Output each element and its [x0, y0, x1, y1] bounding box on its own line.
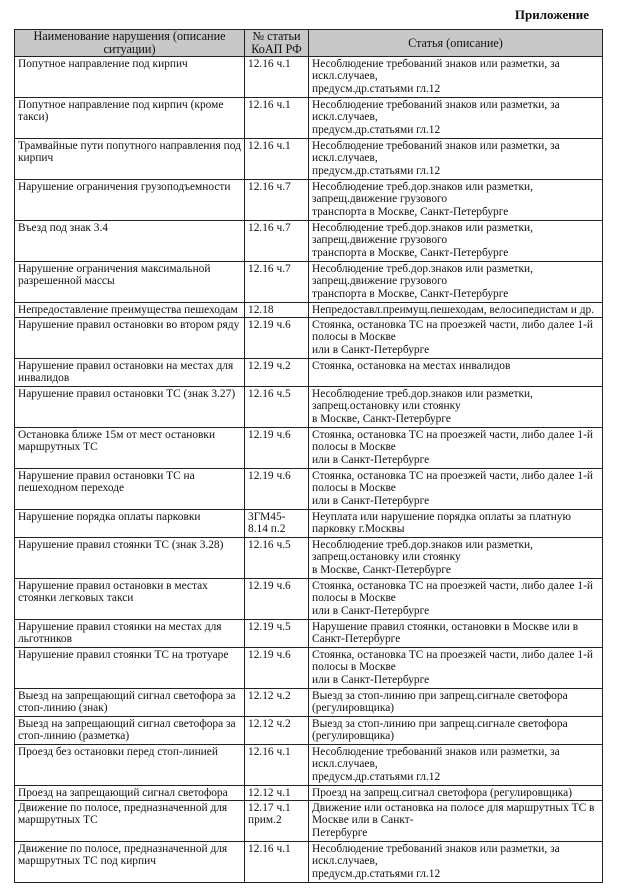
- table-row: [15, 359, 603, 387]
- table-row: [15, 221, 603, 262]
- table-row: [15, 689, 603, 717]
- article-number-cell: 12.16 ч.7: [245, 262, 309, 303]
- violation-name-cell: Нарушение ограничения максимальной разрешенной массы: [15, 262, 245, 303]
- article-description-cell: Несоблюдение треб.дор.знаков или разметки, запрещ.остановку или стоянку в Москве, Санкт-Петербурге: [309, 538, 603, 579]
- violation-name-cell: Трамвайные пути попутного направления под кирпич: [15, 139, 245, 180]
- violation-name-cell: Непредоставление преимущества пешеходам: [15, 303, 245, 318]
- violation-name-cell: Попутное направление под кирпич: [15, 57, 245, 98]
- article-number-cell: 12.18: [245, 303, 309, 318]
- table-row: [15, 387, 603, 428]
- violation-name-cell: Остановка ближе 15м от мест остановки маршрутных ТС: [15, 428, 245, 469]
- violation-name-cell: Движение по полосе, предназначенной для маршрутных ТС под кирпич: [15, 842, 245, 883]
- table-row: [15, 428, 603, 469]
- article-description-cell: Неуплата или нарушение порядка оплаты за платную парковку г.Москвы: [309, 510, 603, 538]
- header-article-number: № статьи КоАП РФ: [245, 30, 309, 57]
- article-description-cell: Несоблюдение треб.дор.знаков или разметки, запрещ.движение грузового транспорта в Москве, Санкт-Петербурге: [309, 262, 603, 303]
- table-row: [15, 620, 603, 648]
- article-number-cell: 12.17 ч.1 прим.2: [245, 801, 309, 842]
- article-description-cell: Стоянка, остановка ТС на проезжей части, либо далее 1-й полосы в Москве или в Санкт-Петербурге: [309, 428, 603, 469]
- table-row: [15, 510, 603, 538]
- article-description-cell: Непредоставл.преимущ.пешеходам, велосипедистам и др.: [309, 303, 603, 318]
- article-description-cell: Стоянка, остановка ТС на проезжей части, либо далее 1-й полосы в Москве или в Санкт-Петербурге: [309, 318, 603, 359]
- article-description-cell: Стоянка, остановка на местах инвалидов: [309, 359, 603, 387]
- table-row: [15, 139, 603, 180]
- violation-name-cell: Нарушение правил остановки во втором ряду: [15, 318, 245, 359]
- article-description-cell: Стоянка, остановка ТС на проезжей части, либо далее 1-й полосы в Москве или в Санкт-Петербурге: [309, 579, 603, 620]
- table-row: [15, 469, 603, 510]
- article-number-cell: 12.19 ч.6: [245, 648, 309, 689]
- violation-name-cell: Нарушение порядка оплаты парковки: [15, 510, 245, 538]
- article-number-cell: 12.12 ч.1: [245, 786, 309, 801]
- article-number-cell: 12.16 ч.7: [245, 221, 309, 262]
- table-row: [15, 786, 603, 801]
- violation-name-cell: Попутное направление под кирпич (кроме такси): [15, 98, 245, 139]
- article-number-cell: 12.16 ч.1: [245, 98, 309, 139]
- violation-name-cell: Нарушение правил остановки на местах для инвалидов: [15, 359, 245, 387]
- violation-name-cell: Нарушение правил остановки ТС на пешеходном переходе: [15, 469, 245, 510]
- violation-name-cell: Нарушение правил остановки ТС (знак 3.27): [15, 387, 245, 428]
- violations-table: [14, 29, 603, 883]
- violation-name-cell: Нарушение правил стоянки ТС (знак 3.28): [15, 538, 245, 579]
- article-number-cell: 12.16 ч.1: [245, 57, 309, 98]
- article-number-cell: 12.16 ч.1: [245, 139, 309, 180]
- article-description-cell: Выезд за стоп-линию при запрещ.сигнале светофора (регулировщика): [309, 717, 603, 745]
- article-number-cell: 12.19 ч.6: [245, 428, 309, 469]
- article-number-cell: 3ГМ45-8.14 п.2: [245, 510, 309, 538]
- table-row: [15, 579, 603, 620]
- article-number-cell: 12.16 ч.5: [245, 538, 309, 579]
- article-description-cell: Несоблюдение треб.дор.знаков или разметки, запрещ.остановку или стоянку в Москве, Санкт-Петербурге: [309, 387, 603, 428]
- table-row: [15, 842, 603, 883]
- article-number-cell: 12.16 ч.7: [245, 180, 309, 221]
- article-number-cell: 12.16 ч.1: [245, 842, 309, 883]
- violation-name-cell: Проезд без остановки перед стоп-линией: [15, 745, 245, 786]
- table-row: [15, 745, 603, 786]
- article-description-cell: Движение или остановка на полосе для маршрутных ТС в Москве или в Санкт- Петербурге: [309, 801, 603, 842]
- article-number-cell: 12.19 ч.5: [245, 620, 309, 648]
- article-number-cell: 12.12 ч.2: [245, 717, 309, 745]
- table-row: [15, 303, 603, 318]
- violation-name-cell: Въезд под знак 3.4: [15, 221, 245, 262]
- article-description-cell: Несоблюдение требований знаков или разметки, за искл.случаев, предусм.др.статьями гл.12: [309, 745, 603, 786]
- table-row: [15, 717, 603, 745]
- violation-name-cell: Нарушение правил стоянки ТС на тротуаре: [15, 648, 245, 689]
- article-description-cell: Проезд на запрещ.сигнал светофора (регулировщика): [309, 786, 603, 801]
- table-row: [15, 648, 603, 689]
- table-row: [15, 801, 603, 842]
- article-number-cell: 12.16 ч.5: [245, 387, 309, 428]
- article-description-cell: Стоянка, остановка ТС на проезжей части, либо далее 1-й полосы в Москве или в Санкт-Петербурге: [309, 648, 603, 689]
- violation-name-cell: Нарушение правил остановки в местах стоянки легковых такси: [15, 579, 245, 620]
- article-description-cell: Несоблюдение треб.дор.знаков или разметки, запрещ.движение грузового транспорта в Москве, Санкт-Петербурге: [309, 221, 603, 262]
- article-description-cell: Несоблюдение треб.дор.знаков или разметки, запрещ.движение грузового транспорта в Москве, Санкт-Петербурге: [309, 180, 603, 221]
- header-article-description: Статья (описание): [309, 30, 603, 57]
- table-row: [15, 318, 603, 359]
- article-number-cell: 12.16 ч.1: [245, 745, 309, 786]
- table-row: [15, 538, 603, 579]
- article-description-cell: Нарушение правил стоянки, остановки в Москве или в Санкт-Петербурге: [309, 620, 603, 648]
- article-description-cell: Несоблюдение требований знаков или разметки, за искл.случаев, предусм.др.статьями гл.12: [309, 842, 603, 883]
- article-description-cell: Несоблюдение требований знаков или разметки, за искл.случаев, предусм.др.статьями гл.12: [309, 98, 603, 139]
- article-number-cell: 12.19 ч.6: [245, 469, 309, 510]
- article-number-cell: 12.19 ч.6: [245, 579, 309, 620]
- violation-name-cell: Проезд на запрещающий сигнал светофора: [15, 786, 245, 801]
- violation-name-cell: Нарушение ограничения грузоподъемности: [15, 180, 245, 221]
- violation-name-cell: Выезд на запрещающий сигнал светофора за стоп-линию (знак): [15, 689, 245, 717]
- violation-name-cell: Движение по полосе, предназначенной для маршрутных ТС: [15, 801, 245, 842]
- article-description-cell: Стоянка, остановка ТС на проезжей части, либо далее 1-й полосы в Москве или в Санкт-Петербурге: [309, 469, 603, 510]
- article-description-cell: Несоблюдение требований знаков или разметки, за искл.случаев, предусм.др.статьями гл.12: [309, 139, 603, 180]
- article-number-cell: 12.12 ч.2: [245, 689, 309, 717]
- violation-name-cell: Выезд на запрещающий сигнал светофора за стоп-линию (разметка): [15, 717, 245, 745]
- table-row: [15, 180, 603, 221]
- article-number-cell: 12.19 ч.6: [245, 318, 309, 359]
- header-violation-name: Наименование нарушения (описание ситуации): [15, 30, 245, 57]
- article-number-cell: 12.19 ч.2: [245, 359, 309, 387]
- appendix-label: Приложение: [514, 7, 589, 22]
- violation-name-cell: Нарушение правил стоянки на местах для льготников: [15, 620, 245, 648]
- article-description-cell: Выезд за стоп-линию при запрещ.сигнале светофора (регулировщика): [309, 689, 603, 717]
- article-description-cell: Несоблюдение требований знаков или разметки, за искл.случаев, предусм.др.статьями гл.12: [309, 57, 603, 98]
- table-header-row: [15, 30, 603, 57]
- table-row: [15, 262, 603, 303]
- table-row: [15, 57, 603, 98]
- table-row: [15, 98, 603, 139]
